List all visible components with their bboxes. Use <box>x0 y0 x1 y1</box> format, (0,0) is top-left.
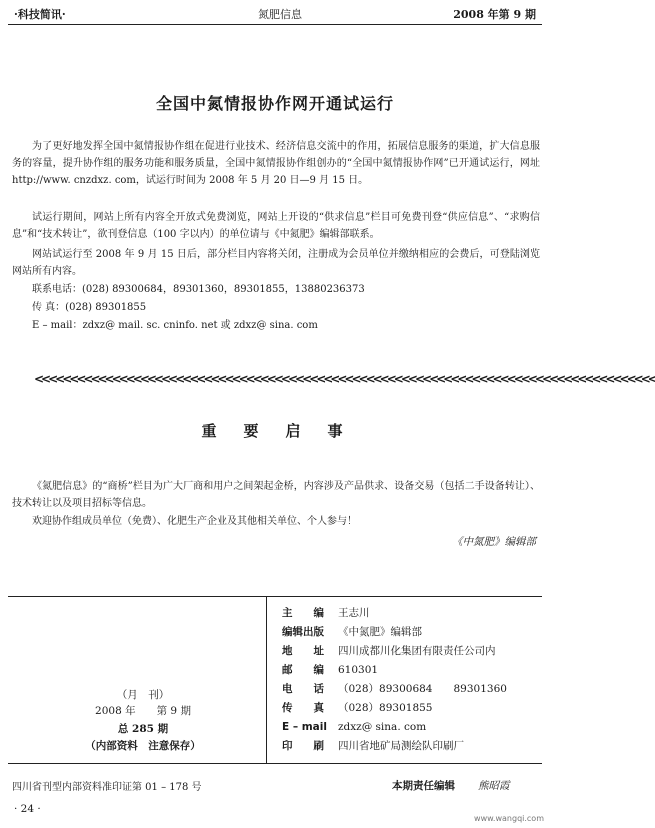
footer-editor-name: 熊昭霞 <box>478 780 510 792</box>
masthead-label: 印 刷 <box>282 740 324 752</box>
masthead-label: 邮 编 <box>282 664 324 676</box>
masthead-value: （028）89301855 <box>338 702 433 714</box>
page-number: · 24 · <box>14 803 41 815</box>
contact-phone: 联系电话：(028) 89300684，89301360，89301855，13880236373 <box>32 284 365 295</box>
header-rule <box>8 24 542 25</box>
footer-permit: 四川省刊型内部资料准印证第 01 – 178 号 <box>12 782 202 793</box>
notice-title: 重 要 启 事 <box>201 422 349 440</box>
article1-title: 全国中氮情报协作网开通试运行 <box>155 94 394 113</box>
notice-paragraph-1: 《氮肥信息》的“商桥”栏目为广大厂商和用户之间架起金桥，内容涉及产品供求、设备交易（包括二手设备转让）、技术转让以及项目招标等信息。 <box>12 481 540 509</box>
masthead-row-phone <box>282 682 507 696</box>
chevron-divider: <<<<<<<<<<<<<<<<<<<<<<<<<<<<<<<<<<<<<<<<<<<<<<<<<<<<<<<<<<<<<<<<<<<<<<<<<<<<<<<<<<<<<<<< <box>34 372 655 386</box>
watermark: www.wangqi.com <box>474 814 544 823</box>
masthead-top-rule <box>8 596 542 597</box>
masthead-divider <box>266 597 267 763</box>
masthead-value: 610301 <box>338 664 379 676</box>
header-section-label: ·科技简讯· <box>14 8 66 21</box>
notice-paragraph-2: 欢迎协作组成员单位（免费）、化肥生产企业及其他相关单位、个人参与！ <box>32 516 357 527</box>
masthead-value: 《中氮肥》编辑部 <box>338 626 422 638</box>
header-journal-name: 氮肥信息 <box>258 8 302 21</box>
masthead-value: 王志川 <box>338 607 370 619</box>
masthead-label: 主 编 <box>282 607 324 619</box>
article1-paragraph-1: 为了更好地发挥全国中氮情报协作组在促进行业技术、经济信息交流中的作用，拓展信息服务的渠道，扩大信息服务的容量，提升协作组的服务功能和服务质量，全国中氮情报协作组创办的“全国中氮情报协作网”已开通试运行，网址 http://www. cnzdxz. com，试运行时间为 2008 年 5 月 20 日—9 月 15 日。 <box>12 141 540 186</box>
masthead-value: 四川省地矿局测绘队印刷厂 <box>338 740 464 752</box>
masthead-label: 编辑出版 <box>282 626 324 638</box>
masthead-row-address <box>282 644 496 658</box>
masthead-label: 地 址 <box>282 645 324 657</box>
masthead-value: 四川成都川化集团有限责任公司内 <box>338 645 496 657</box>
masthead-label: E – mail <box>282 721 327 733</box>
masthead-bottom-rule <box>8 763 542 764</box>
masthead-row-editor <box>282 606 370 620</box>
notice-signature: 《中氮肥》编辑部 <box>452 536 536 548</box>
masthead-value: zdxz@ sina. com <box>338 721 427 733</box>
masthead-row-fax <box>282 701 433 715</box>
footer-editor-label: 本期责任编辑 <box>392 780 455 792</box>
issue-frequency: （月 刊） <box>116 689 170 701</box>
issue-number: 2008 年 第 9 期 <box>95 705 191 717</box>
masthead-value: （028）89300684 89301360 <box>338 683 507 695</box>
masthead-row-postcode <box>282 663 378 677</box>
article1-paragraph-2: 试运行期间，网站上所有内容全开放式免费浏览，网站上开设的“供求信息”栏目可免费刊登“供应信息”、“求购信息”和“技术转让”，欲刊登信息（100 字以内）的单位请与《中氮肥》编辑部联系。 <box>12 212 540 240</box>
masthead-label: 传 真 <box>282 702 324 714</box>
article1-paragraph-3: 网站试运行至 2008 年 9 月 15 日后，部分栏目内容将关闭，注册成为会员单位并缴纳相应的会费后，可登陆浏览网站所有内容。 <box>12 249 540 277</box>
masthead-row-publisher <box>282 625 422 639</box>
masthead-row-printer <box>282 739 464 753</box>
issue-note: （内部资料 注意保存） <box>85 740 201 752</box>
contact-email: E – mail：zdxz@ mail. sc. cninfo. net 或 zdxz@ sina. com <box>32 320 318 331</box>
header-issue: 2008 年第 9 期 <box>453 8 536 21</box>
masthead-label: 电 话 <box>282 683 324 695</box>
issue-total: 总 285 期 <box>117 723 169 735</box>
contact-fax: 传 真：(028) 89301855 <box>32 302 147 313</box>
masthead-row-email <box>282 720 426 734</box>
